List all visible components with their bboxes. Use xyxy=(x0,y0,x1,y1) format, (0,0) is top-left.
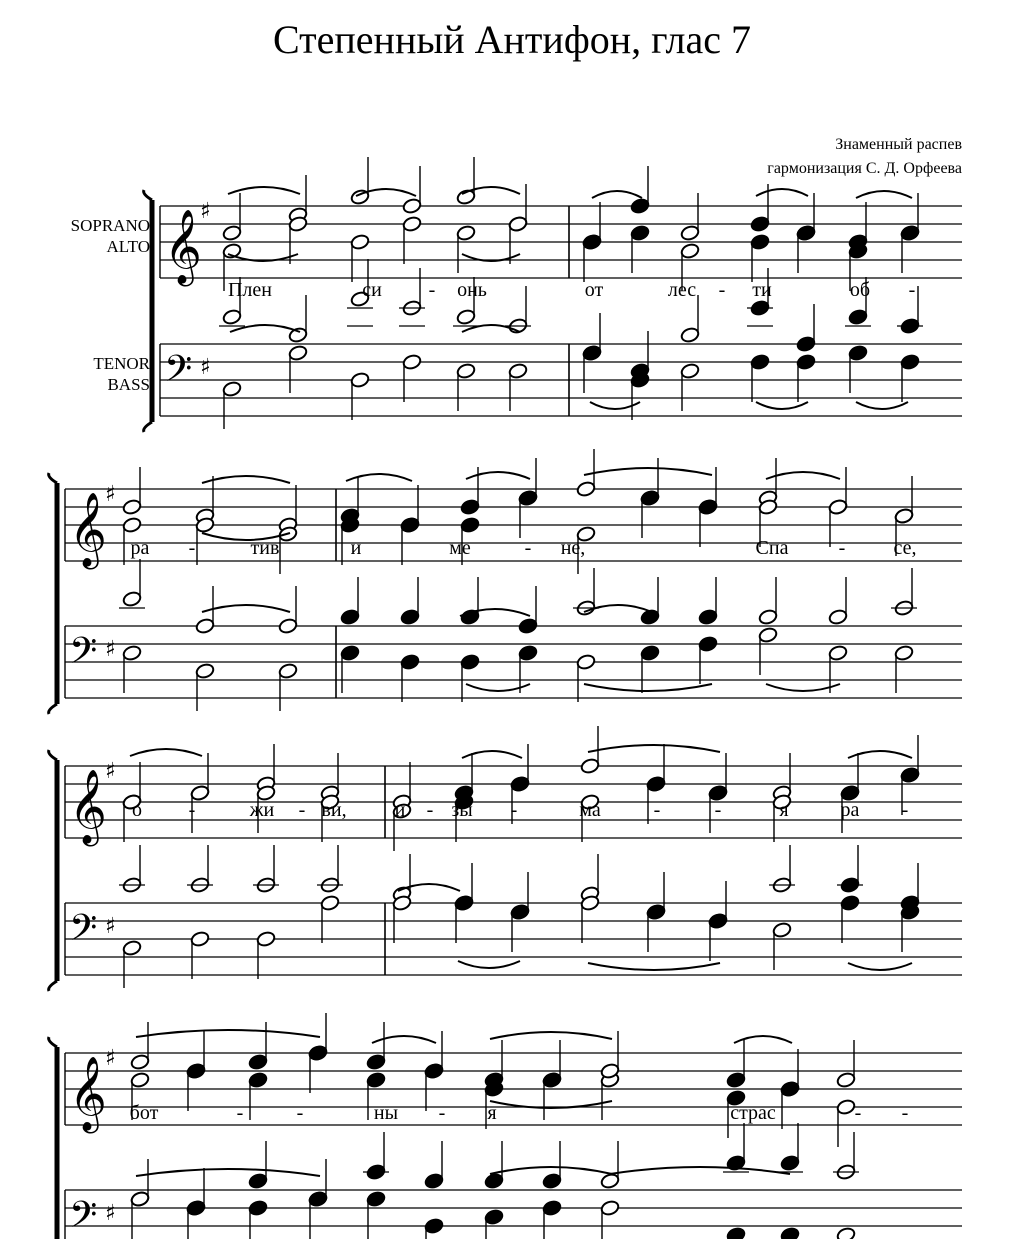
notehead xyxy=(780,1226,800,1239)
notehead xyxy=(600,1199,620,1216)
note-column xyxy=(542,1040,562,1239)
lyric-syllable: - xyxy=(510,799,518,821)
slur xyxy=(588,963,720,970)
notehead xyxy=(542,1172,562,1189)
notehead xyxy=(288,344,308,361)
notehead xyxy=(308,1190,328,1207)
notehead xyxy=(195,617,215,634)
note-column xyxy=(195,476,215,711)
notehead xyxy=(640,644,660,661)
note-column xyxy=(392,762,412,943)
lyric-syllable: лес xyxy=(667,279,697,301)
credit-chant: Знаменный распев xyxy=(835,136,962,153)
bass-clef: 𝄢 xyxy=(164,348,193,399)
bass-clef: 𝄢 xyxy=(69,630,98,681)
slur xyxy=(856,402,908,409)
system-3 xyxy=(49,726,962,991)
notehead xyxy=(900,224,920,241)
notehead xyxy=(510,903,530,920)
treble-clef: 𝄞 xyxy=(69,493,107,567)
page-title: Степенный Антифон, глас 7 xyxy=(273,17,751,62)
notehead xyxy=(122,498,142,515)
lyric-syllable: ра xyxy=(130,537,150,559)
notehead xyxy=(726,1226,746,1239)
key-sharp: ♯ xyxy=(105,637,116,662)
notehead xyxy=(680,362,700,379)
notehead xyxy=(190,930,210,947)
notehead xyxy=(772,921,792,938)
lyric-syllable: и xyxy=(350,537,362,559)
notehead xyxy=(122,516,142,533)
notehead xyxy=(680,326,700,343)
system-2 xyxy=(49,449,962,714)
notehead xyxy=(186,1062,206,1079)
lyric-syllable: - xyxy=(714,799,722,821)
note-column xyxy=(758,458,778,675)
note-column xyxy=(723,1040,749,1239)
notehead xyxy=(424,1062,444,1079)
slur xyxy=(856,191,912,198)
slur xyxy=(490,1167,612,1174)
notehead xyxy=(402,215,422,232)
lyric-syllable: жи xyxy=(249,799,275,821)
notehead xyxy=(508,362,528,379)
note-column xyxy=(460,467,480,702)
lyric-syllable: Спа xyxy=(755,537,789,559)
notehead xyxy=(796,353,816,370)
notehead xyxy=(796,224,816,241)
note-column xyxy=(288,175,308,393)
notehead xyxy=(424,1172,444,1189)
voice-label-bass: BASS xyxy=(107,375,150,394)
note-column xyxy=(484,1040,504,1239)
lyric-syllable: не, xyxy=(560,537,586,559)
key-sharp: ♯ xyxy=(200,355,211,380)
lyric-syllable: я xyxy=(779,799,789,821)
slur xyxy=(848,963,912,970)
note-column xyxy=(680,193,700,411)
credit-harmonization: гармонизация С. Д. Орфеева xyxy=(767,160,962,177)
notehead xyxy=(698,498,718,515)
lyric-syllable: - xyxy=(854,1102,862,1124)
notehead xyxy=(308,1044,328,1061)
note-column xyxy=(119,467,145,693)
slur xyxy=(202,476,290,483)
lyric-syllable: страс xyxy=(730,1102,776,1124)
notehead xyxy=(750,353,770,370)
note-column xyxy=(317,753,343,943)
notehead xyxy=(894,644,914,661)
bass-staff xyxy=(160,344,962,416)
notehead xyxy=(518,644,538,661)
note-column xyxy=(219,193,245,429)
lyric-syllable: - xyxy=(524,537,532,559)
notehead xyxy=(248,1071,268,1088)
slur xyxy=(584,684,712,691)
notehead xyxy=(640,489,660,506)
slur xyxy=(466,472,530,479)
treble-clef: 𝄞 xyxy=(164,210,202,284)
notehead xyxy=(630,197,650,214)
lyric-syllable: и xyxy=(394,799,406,821)
note-column xyxy=(891,476,917,693)
notehead xyxy=(542,1199,562,1216)
note-column xyxy=(518,458,538,693)
notehead xyxy=(848,344,868,361)
lyric-syllable: - xyxy=(718,279,726,301)
notehead xyxy=(248,1172,268,1189)
notehead xyxy=(222,380,242,397)
notehead xyxy=(828,498,848,515)
notehead xyxy=(600,1172,620,1189)
notehead xyxy=(582,344,602,361)
lyric-syllable: - xyxy=(901,799,909,821)
lyric-syllable: о xyxy=(132,799,142,821)
lyric-syllable: - xyxy=(438,1102,446,1124)
slur xyxy=(766,472,840,479)
notehead xyxy=(454,894,474,911)
slur xyxy=(228,187,300,194)
slur xyxy=(202,605,290,612)
notehead xyxy=(698,635,718,652)
note-column xyxy=(828,467,848,693)
notehead xyxy=(130,1071,150,1088)
slur xyxy=(584,468,712,475)
voice-label-alto: ALTO xyxy=(106,237,150,256)
notehead xyxy=(900,766,920,783)
slur xyxy=(766,684,840,691)
lyric-syllable: - xyxy=(188,799,196,821)
notehead xyxy=(796,335,816,352)
notehead xyxy=(508,215,528,232)
notehead xyxy=(278,617,298,634)
lyric-syllable: - xyxy=(188,537,196,559)
notehead xyxy=(456,362,476,379)
notehead xyxy=(256,930,276,947)
lyric-syllable: ма xyxy=(579,799,601,821)
notehead xyxy=(350,233,370,250)
notehead xyxy=(726,1071,746,1088)
lyric-syllable: - xyxy=(653,799,661,821)
note-column xyxy=(698,467,718,684)
notehead xyxy=(576,480,596,497)
slur xyxy=(610,1167,790,1174)
notehead xyxy=(340,644,360,661)
voice-label-soprano: SOPRANO xyxy=(70,216,150,235)
notehead xyxy=(510,775,530,792)
notehead xyxy=(576,653,596,670)
lyric-syllable: - xyxy=(838,537,846,559)
notehead xyxy=(750,233,770,250)
note-column xyxy=(640,458,660,693)
notehead xyxy=(460,653,480,670)
notehead xyxy=(122,939,142,956)
note-column xyxy=(777,1049,803,1239)
lyric-syllable: се, xyxy=(893,537,917,559)
bass-clef: 𝄢 xyxy=(69,1194,98,1239)
lyric-syllable: си xyxy=(362,279,382,301)
treble-clef: 𝄞 xyxy=(69,770,107,844)
lyric-syllable: - xyxy=(426,799,434,821)
notehead xyxy=(836,1071,856,1088)
notehead xyxy=(456,308,476,325)
note-column xyxy=(278,485,298,711)
note-column xyxy=(900,735,920,952)
note-column xyxy=(248,1022,268,1239)
note-column xyxy=(580,726,600,943)
bass-clef: 𝄢 xyxy=(69,907,98,958)
key-sharp: ♯ xyxy=(105,759,116,784)
slur xyxy=(346,474,412,481)
notehead xyxy=(350,371,370,388)
notehead xyxy=(758,608,778,625)
lyric-syllable: ра xyxy=(840,799,860,821)
notehead xyxy=(222,308,242,325)
notehead xyxy=(780,1080,800,1097)
notehead xyxy=(750,215,770,232)
notehead xyxy=(366,1053,386,1070)
note-column xyxy=(454,753,474,943)
notehead xyxy=(894,507,914,524)
notehead xyxy=(582,233,602,250)
lyric-syllable: - xyxy=(296,1102,304,1124)
notehead xyxy=(248,1053,268,1070)
lyric-syllable: - xyxy=(908,279,916,301)
key-sharp: ♯ xyxy=(105,914,116,939)
notehead xyxy=(400,608,420,625)
note-column xyxy=(130,1022,150,1239)
notehead xyxy=(460,516,480,533)
slur xyxy=(756,402,808,409)
note-column xyxy=(769,753,795,970)
notehead xyxy=(580,757,600,774)
lyric-syllable: ви, xyxy=(321,799,347,821)
lyric-syllable: об xyxy=(849,279,871,301)
notehead xyxy=(518,617,538,634)
notehead xyxy=(195,662,215,679)
slur xyxy=(592,191,642,198)
lyric-syllable: - xyxy=(298,799,306,821)
note-column xyxy=(600,1031,620,1239)
notehead xyxy=(848,308,868,325)
lyric-syllable: - xyxy=(236,1102,244,1124)
lyric-syllable: ме xyxy=(449,537,471,559)
key-sharp: ♯ xyxy=(200,199,211,224)
notehead xyxy=(424,1217,444,1234)
system-1 xyxy=(144,157,962,432)
note-column xyxy=(399,166,425,402)
notehead xyxy=(542,1071,562,1088)
key-sharp: ♯ xyxy=(105,1046,116,1071)
slur xyxy=(372,1036,436,1043)
notehead xyxy=(840,894,860,911)
note-column xyxy=(573,449,599,702)
treble-clef: 𝄞 xyxy=(69,1057,107,1131)
slur xyxy=(136,1030,320,1037)
notehead xyxy=(366,1071,386,1088)
system-4 xyxy=(49,1013,962,1239)
note-column xyxy=(505,184,531,411)
notehead xyxy=(518,489,538,506)
slur xyxy=(130,749,202,756)
notehead xyxy=(646,775,666,792)
notehead xyxy=(456,188,476,205)
notehead xyxy=(366,1190,386,1207)
lyric-syllable: тив xyxy=(250,537,280,559)
slur xyxy=(756,189,808,196)
notehead xyxy=(130,1053,150,1070)
notehead xyxy=(456,224,476,241)
notehead xyxy=(248,1199,268,1216)
slur xyxy=(490,1032,612,1039)
treble-staff xyxy=(65,1046,962,1134)
slur xyxy=(136,1169,320,1176)
lyric-syllable: бот xyxy=(129,1102,159,1124)
notehead xyxy=(400,653,420,670)
notehead xyxy=(680,242,700,259)
notehead xyxy=(698,608,718,625)
key-sharp: ♯ xyxy=(105,482,116,507)
slur xyxy=(588,745,720,752)
notehead xyxy=(758,626,778,643)
key-sharp: ♯ xyxy=(105,1201,116,1226)
note-column xyxy=(340,476,360,693)
note-column xyxy=(837,753,863,943)
notehead xyxy=(484,1208,504,1225)
slur xyxy=(458,961,520,968)
slur xyxy=(462,751,522,758)
note-column xyxy=(253,744,279,979)
notehead xyxy=(836,1226,856,1239)
notehead xyxy=(320,894,340,911)
notehead xyxy=(402,353,422,370)
notehead xyxy=(460,498,480,515)
lyric-syllable: ны xyxy=(373,1102,399,1124)
notehead xyxy=(828,644,848,661)
notehead xyxy=(400,516,420,533)
notehead xyxy=(708,912,728,929)
note-column xyxy=(363,1022,389,1239)
notehead xyxy=(680,224,700,241)
slur xyxy=(734,1036,792,1043)
treble-staff xyxy=(160,199,962,287)
notehead xyxy=(122,590,142,607)
lyric-syllable: от xyxy=(584,279,604,301)
note-column xyxy=(308,1013,328,1239)
lyric-syllable: зы xyxy=(451,799,473,821)
note-column xyxy=(630,166,650,420)
note-column xyxy=(187,753,213,979)
lyric-syllable: - xyxy=(428,279,436,301)
note-column xyxy=(119,762,145,988)
notehead xyxy=(186,1199,206,1216)
lyric-syllable: я xyxy=(487,1102,497,1124)
notehead xyxy=(828,608,848,625)
bass-staff xyxy=(65,1190,962,1239)
notehead xyxy=(780,1154,800,1171)
notehead xyxy=(646,903,666,920)
lyric-syllable: Плен xyxy=(227,279,273,301)
notehead xyxy=(630,224,650,241)
notehead xyxy=(278,662,298,679)
notehead xyxy=(222,224,242,241)
lyric-syllable: - xyxy=(901,1102,909,1124)
notehead xyxy=(402,197,422,214)
note-column xyxy=(833,1040,859,1239)
notehead xyxy=(484,1172,504,1189)
notehead xyxy=(900,353,920,370)
notehead xyxy=(836,1098,856,1115)
note-column xyxy=(186,1031,206,1239)
voice-label-tenor: TENOR xyxy=(93,354,150,373)
lyric-syllable: ти xyxy=(752,279,772,301)
notehead xyxy=(130,1190,150,1207)
notehead xyxy=(340,608,360,625)
note-column xyxy=(400,485,420,702)
lyric-syllable: онь xyxy=(457,279,487,301)
notehead xyxy=(122,644,142,661)
